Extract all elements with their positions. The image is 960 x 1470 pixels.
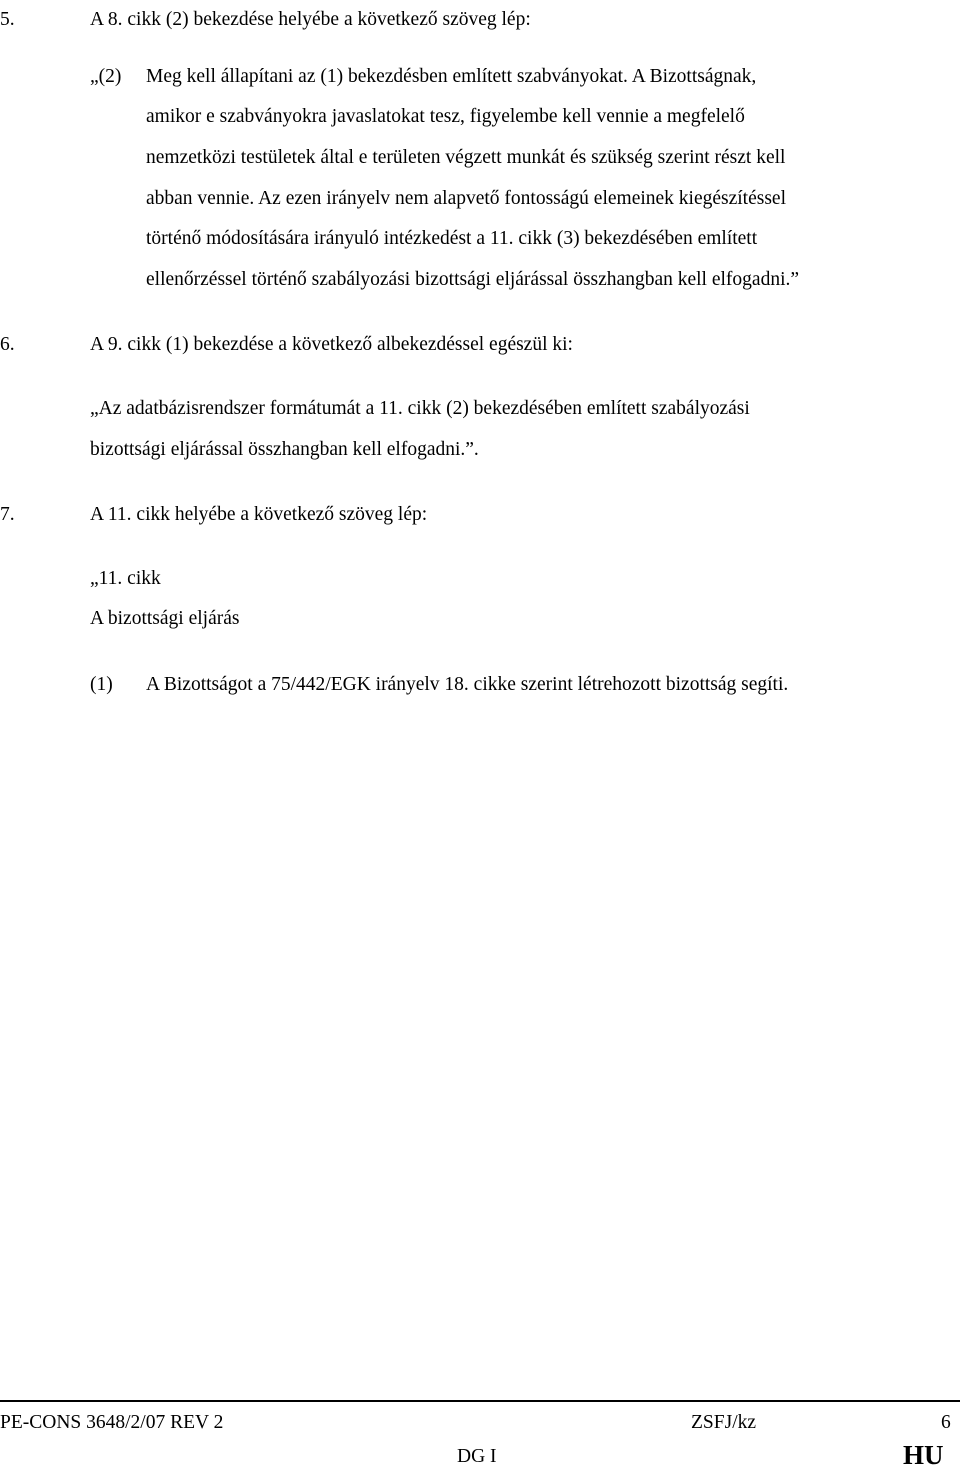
item-7-heading: A 11. cikk helyébe a következő szöveg lép: [90,504,428,525]
article-title: „11. cikk [90,568,161,589]
item-5-heading: A 8. cikk (2) bekezdése helyébe a következő szöveg lép: [90,9,531,30]
item-6-quote-line: bizottsági eljárással összhangban kell elfogadni.”. [90,439,479,460]
paragraph-label: (1) [90,674,113,695]
article-subtitle: A bizottsági eljárás [90,608,240,629]
item-6-heading: A 9. cikk (1) bekezdése a következő albekezdéssel egészül ki: [90,334,573,355]
item-5-quote-line: történő módosítására irányuló intézkedést a 11. cikk (3) bekezdésében említett [146,228,758,249]
paragraph-text: A Bizottságot a 75/442/EGK irányelv 18. cikke szerint létrehozott bizottság segíti. [146,674,789,695]
item-5-number: 5. [0,9,15,30]
item-5-quote-line: Meg kell állapítani az (1) bekezdésben említett szabványokat. A Bizottságnak, [146,66,757,87]
item-5-quote-line: amikor e szabványokra javaslatokat tesz, figyelembe kell vennie a megfelelő [146,106,745,127]
item-5-quote-line: abban vennie. Az ezen irányelv nem alapvető fontosságú elemeinek kiegészítéssel [146,188,787,209]
footer-author: ZSFJ/kz [691,1412,757,1433]
item-5-quote-label: „(2) [90,66,122,87]
footer-language-code: HU [903,1440,944,1470]
footer-doc-ref: PE-CONS 3648/2/07 REV 2 [0,1412,224,1433]
item-6-number: 6. [0,334,15,355]
footer-page-number: 6 [941,1412,951,1433]
footer-dg: DG I [457,1446,497,1467]
footer-rule [0,1400,960,1402]
item-6-quote-line: „Az adatbázisrendszer formátumát a 11. cikk (2) bekezdésében említett szabályozási [90,398,750,419]
item-5-quote-line: nemzetközi testületek által e területen végzett munkát és szükség szerint részt kell [146,147,786,168]
item-5-quote-line: ellenőrzéssel történő szabályozási bizottsági eljárással összhangban kell elfogadni.” [146,269,800,290]
item-7-number: 7. [0,504,15,525]
